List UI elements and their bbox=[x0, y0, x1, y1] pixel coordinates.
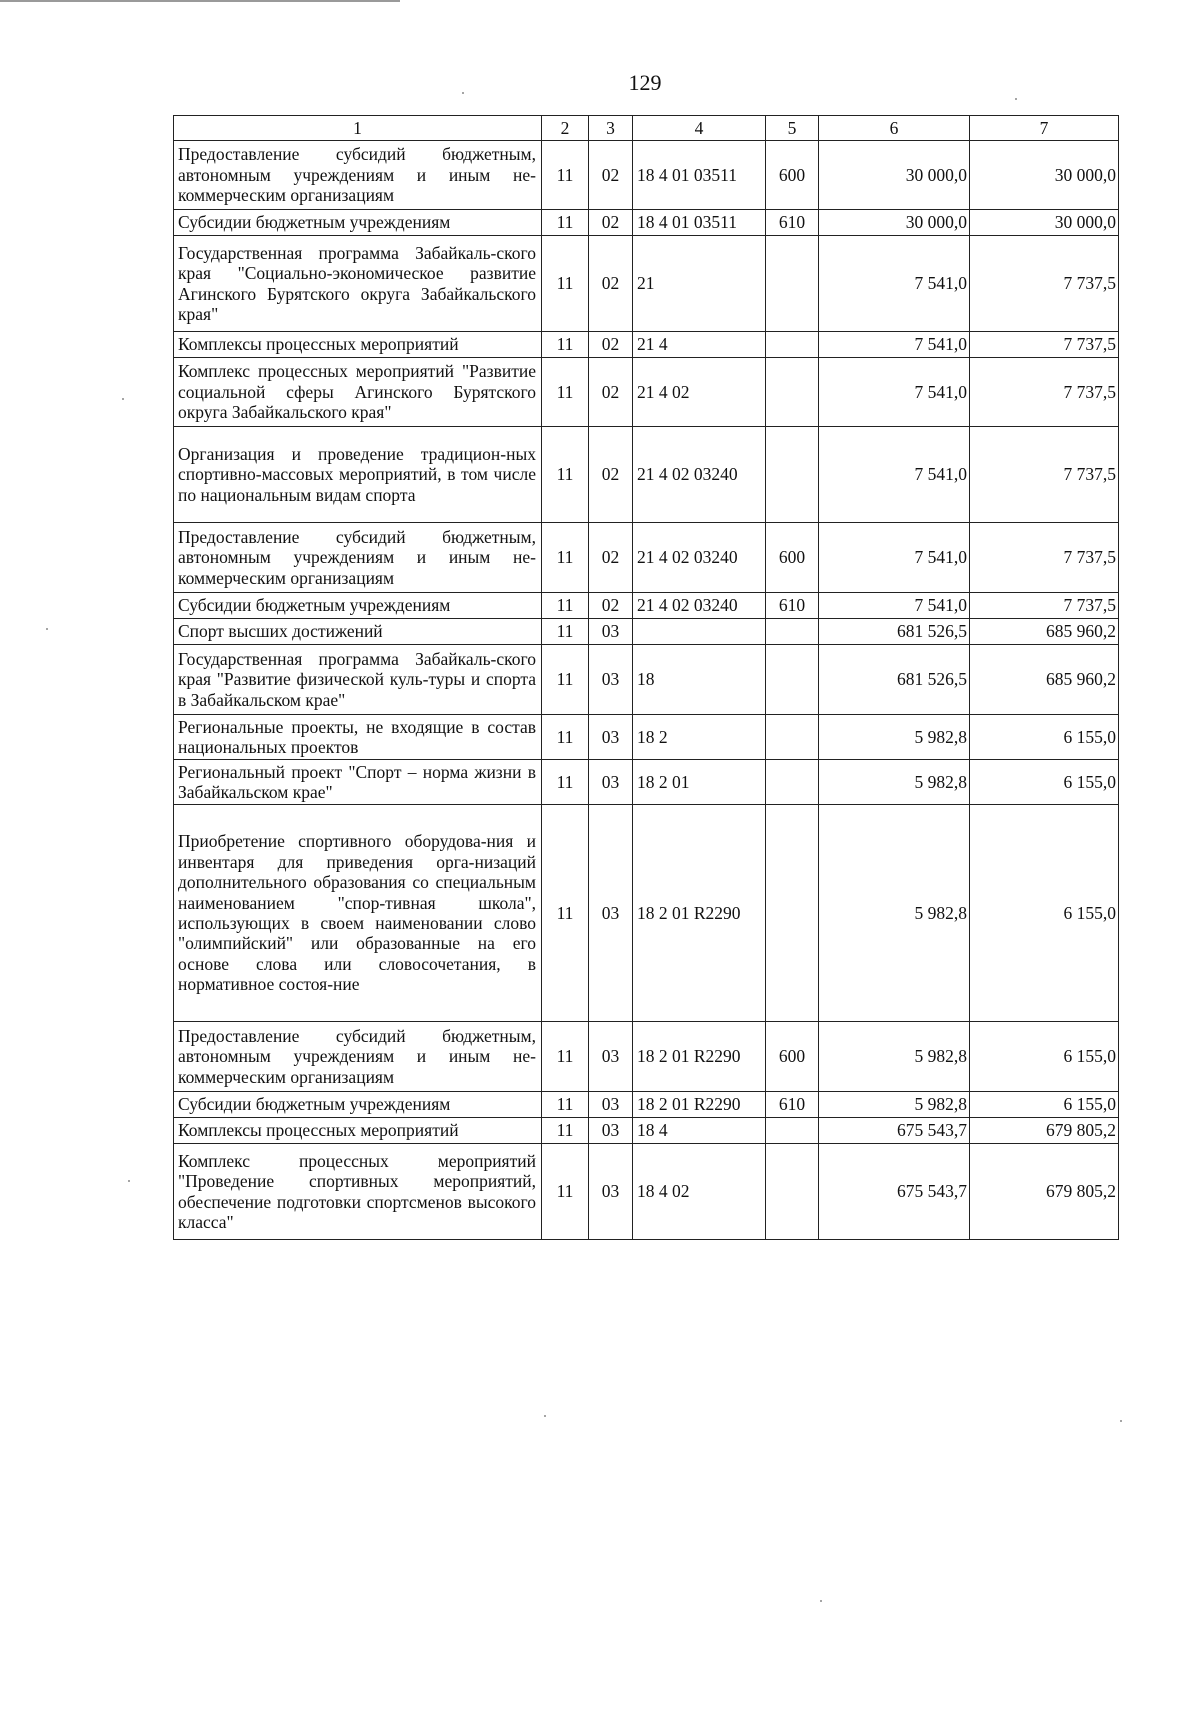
row-name-cell: Субсидии бюджетным учреждениям bbox=[174, 210, 542, 236]
row-c7-cell: 7 737,5 bbox=[970, 236, 1119, 332]
table-row bbox=[174, 1118, 1119, 1144]
table-row bbox=[174, 805, 1119, 1022]
row-c4-cell: 21 4 02 03240 bbox=[633, 523, 766, 593]
row-c4-cell: 18 2 01 bbox=[633, 760, 766, 805]
page-number: 129 bbox=[628, 70, 662, 95]
row-c3-cell: 02 bbox=[589, 593, 633, 619]
table-row bbox=[174, 1092, 1119, 1118]
row-c7-cell: 6 155,0 bbox=[970, 1022, 1119, 1092]
row-c3-cell: 03 bbox=[589, 1144, 633, 1240]
row-c7-cell: 679 805,2 bbox=[970, 1118, 1119, 1144]
row-c3-cell: 03 bbox=[589, 715, 633, 760]
row-c3-cell: 02 bbox=[589, 427, 633, 523]
row-c3-cell: 02 bbox=[589, 523, 633, 593]
row-name-cell: Субсидии бюджетным учреждениям bbox=[174, 593, 542, 619]
scan-speck bbox=[46, 628, 48, 630]
row-c7-cell: 7 737,5 bbox=[970, 332, 1119, 358]
table-row bbox=[174, 619, 1119, 645]
row-c4-cell: 18 2 bbox=[633, 715, 766, 760]
row-c2-cell: 11 bbox=[542, 332, 589, 358]
row-c3-cell: 03 bbox=[589, 1022, 633, 1092]
row-c4-cell: 18 4 01 03511 bbox=[633, 141, 766, 210]
row-name-cell: Предоставление субсидий бюджетным, автономным учреждениям и иным не-коммерческим организациям bbox=[174, 1022, 542, 1092]
row-c5-cell bbox=[766, 619, 819, 645]
header-cell-3: 3 bbox=[589, 116, 633, 141]
row-c6-cell: 30 000,0 bbox=[819, 210, 970, 236]
row-c4-cell: 18 4 02 bbox=[633, 1144, 766, 1240]
row-name-cell: Комплекс процессных мероприятий "Развитие социальной сферы Агинского Бурятского округа Забайкальского края" bbox=[174, 358, 542, 427]
row-c7-cell: 685 960,2 bbox=[970, 619, 1119, 645]
row-c6-cell: 7 541,0 bbox=[819, 523, 970, 593]
row-c5-cell bbox=[766, 1118, 819, 1144]
row-c5-cell: 600 bbox=[766, 1022, 819, 1092]
row-name-cell: Предоставление субсидий бюджетным, автономным учреждениям и иным не-коммерческим организациям bbox=[174, 523, 542, 593]
row-name-cell: Государственная программа Забайкаль-ского края "Социально-экономическое развитие Агинского Бурятского округа Забайкальского края" bbox=[174, 236, 542, 332]
row-c4-cell: 18 4 01 03511 bbox=[633, 210, 766, 236]
row-c6-cell: 7 541,0 bbox=[819, 427, 970, 523]
row-c7-cell: 30 000,0 bbox=[970, 210, 1119, 236]
row-c2-cell: 11 bbox=[542, 1118, 589, 1144]
row-c6-cell: 5 982,8 bbox=[819, 1022, 970, 1092]
table-row bbox=[174, 210, 1119, 236]
scan-speck bbox=[544, 1415, 546, 1417]
row-c3-cell: 03 bbox=[589, 1092, 633, 1118]
row-c5-cell bbox=[766, 236, 819, 332]
row-c5-cell bbox=[766, 805, 819, 1022]
row-c2-cell: 11 bbox=[542, 427, 589, 523]
row-c5-cell bbox=[766, 715, 819, 760]
header-cell-5: 5 bbox=[766, 116, 819, 141]
row-c2-cell: 11 bbox=[542, 1092, 589, 1118]
row-c5-cell: 600 bbox=[766, 523, 819, 593]
row-c3-cell: 02 bbox=[589, 141, 633, 210]
row-c2-cell: 11 bbox=[542, 805, 589, 1022]
row-c6-cell: 5 982,8 bbox=[819, 1092, 970, 1118]
table-row bbox=[174, 1022, 1119, 1092]
scan-speck bbox=[462, 92, 464, 94]
row-c4-cell: 21 bbox=[633, 236, 766, 332]
row-c3-cell: 03 bbox=[589, 1118, 633, 1144]
budget-table bbox=[173, 115, 1119, 1240]
row-c5-cell bbox=[766, 332, 819, 358]
table-row bbox=[174, 332, 1119, 358]
row-c5-cell: 610 bbox=[766, 210, 819, 236]
table-row bbox=[174, 645, 1119, 715]
row-c2-cell: 11 bbox=[542, 645, 589, 715]
row-c2-cell: 11 bbox=[542, 1144, 589, 1240]
row-c7-cell: 6 155,0 bbox=[970, 760, 1119, 805]
header-cell-2: 2 bbox=[542, 116, 589, 141]
header-cell-4: 4 bbox=[633, 116, 766, 141]
table-row bbox=[174, 236, 1119, 332]
header-cell-7: 7 bbox=[970, 116, 1119, 141]
row-c4-cell: 21 4 02 03240 bbox=[633, 593, 766, 619]
row-c4-cell: 18 bbox=[633, 645, 766, 715]
row-c6-cell: 7 541,0 bbox=[819, 593, 970, 619]
row-c7-cell: 30 000,0 bbox=[970, 141, 1119, 210]
row-c2-cell: 11 bbox=[542, 523, 589, 593]
row-c4-cell: 18 2 01 R2290 bbox=[633, 1022, 766, 1092]
row-name-cell: Региональные проекты, не входящие в состав национальных проектов bbox=[174, 715, 542, 760]
row-c6-cell: 30 000,0 bbox=[819, 141, 970, 210]
row-c5-cell bbox=[766, 358, 819, 427]
table-row bbox=[174, 715, 1119, 760]
row-c5-cell bbox=[766, 760, 819, 805]
row-c6-cell: 675 543,7 bbox=[819, 1144, 970, 1240]
row-c5-cell bbox=[766, 427, 819, 523]
row-c6-cell: 7 541,0 bbox=[819, 358, 970, 427]
row-c7-cell: 6 155,0 bbox=[970, 1092, 1119, 1118]
table-row bbox=[174, 427, 1119, 523]
header-cell-6: 6 bbox=[819, 116, 970, 141]
row-c3-cell: 03 bbox=[589, 760, 633, 805]
scan-edge-line bbox=[0, 0, 400, 2]
row-c7-cell: 679 805,2 bbox=[970, 1144, 1119, 1240]
scan-speck bbox=[1015, 98, 1017, 100]
row-c5-cell bbox=[766, 645, 819, 715]
row-name-cell: Организация и проведение традицион-ных спортивно-массовых мероприятий, в том числе по национальным видам спорта bbox=[174, 427, 542, 523]
row-c2-cell: 11 bbox=[542, 760, 589, 805]
row-name-cell: Комплекс процессных мероприятий "Проведение спортивных мероприятий, обеспечение подготовки спортсменов высокого класса" bbox=[174, 1144, 542, 1240]
scan-speck bbox=[122, 398, 124, 400]
row-c6-cell: 675 543,7 bbox=[819, 1118, 970, 1144]
row-c6-cell: 7 541,0 bbox=[819, 236, 970, 332]
row-c6-cell: 681 526,5 bbox=[819, 645, 970, 715]
row-c2-cell: 11 bbox=[542, 141, 589, 210]
row-c6-cell: 7 541,0 bbox=[819, 332, 970, 358]
row-c5-cell: 600 bbox=[766, 141, 819, 210]
row-c2-cell: 11 bbox=[542, 619, 589, 645]
table-row bbox=[174, 358, 1119, 427]
scan-speck bbox=[1120, 1420, 1122, 1422]
row-c4-cell: 18 2 01 R2290 bbox=[633, 1092, 766, 1118]
row-name-cell: Предоставление субсидий бюджетным, автономным учреждениям и иным не-коммерческим организациям bbox=[174, 141, 542, 210]
row-c4-cell bbox=[633, 619, 766, 645]
row-c3-cell: 02 bbox=[589, 358, 633, 427]
scan-speck bbox=[820, 1600, 822, 1602]
table-header-row bbox=[174, 116, 1119, 141]
row-c6-cell: 5 982,8 bbox=[819, 715, 970, 760]
row-c3-cell: 02 bbox=[589, 210, 633, 236]
row-c7-cell: 7 737,5 bbox=[970, 523, 1119, 593]
row-c2-cell: 11 bbox=[542, 358, 589, 427]
table-row bbox=[174, 523, 1119, 593]
row-c4-cell: 21 4 02 bbox=[633, 358, 766, 427]
row-c5-cell: 610 bbox=[766, 1092, 819, 1118]
row-c7-cell: 7 737,5 bbox=[970, 427, 1119, 523]
row-c3-cell: 02 bbox=[589, 332, 633, 358]
row-c5-cell: 610 bbox=[766, 593, 819, 619]
header-cell-1: 1 bbox=[174, 116, 542, 141]
row-c7-cell: 685 960,2 bbox=[970, 645, 1119, 715]
row-c3-cell: 03 bbox=[589, 645, 633, 715]
row-c5-cell bbox=[766, 1144, 819, 1240]
row-c2-cell: 11 bbox=[542, 593, 589, 619]
row-name-cell: Спорт высших достижений bbox=[174, 619, 542, 645]
table-row bbox=[174, 1144, 1119, 1240]
row-c2-cell: 11 bbox=[542, 236, 589, 332]
row-name-cell: Государственная программа Забайкаль-ского края "Развитие физической куль-туры и спорта в Забайкальском крае" bbox=[174, 645, 542, 715]
row-c4-cell: 21 4 02 03240 bbox=[633, 427, 766, 523]
row-name-cell: Комплексы процессных мероприятий bbox=[174, 1118, 542, 1144]
row-c2-cell: 11 bbox=[542, 715, 589, 760]
row-c7-cell: 6 155,0 bbox=[970, 805, 1119, 1022]
row-c4-cell: 21 4 bbox=[633, 332, 766, 358]
row-c4-cell: 18 4 bbox=[633, 1118, 766, 1144]
row-name-cell: Приобретение спортивного оборудова-ния и инвентаря для приведения орга-низаций дополнительного образования со специальным наименованием "спор-тивная школа", использующих в своем наименовании слово "олимпийский" или образованные на его основе слова или словосочетания, в нормативное состоя-ние bbox=[174, 805, 542, 1022]
row-c6-cell: 5 982,8 bbox=[819, 805, 970, 1022]
row-name-cell: Субсидии бюджетным учреждениям bbox=[174, 1092, 542, 1118]
row-c7-cell: 6 155,0 bbox=[970, 715, 1119, 760]
row-c4-cell: 18 2 01 R2290 bbox=[633, 805, 766, 1022]
row-c2-cell: 11 bbox=[542, 1022, 589, 1092]
row-c6-cell: 5 982,8 bbox=[819, 760, 970, 805]
row-c2-cell: 11 bbox=[542, 210, 589, 236]
row-c3-cell: 03 bbox=[589, 619, 633, 645]
row-c3-cell: 02 bbox=[589, 236, 633, 332]
table-row bbox=[174, 141, 1119, 210]
row-c7-cell: 7 737,5 bbox=[970, 593, 1119, 619]
row-c7-cell: 7 737,5 bbox=[970, 358, 1119, 427]
scan-speck bbox=[128, 1180, 130, 1182]
table-row bbox=[174, 593, 1119, 619]
row-name-cell: Комплексы процессных мероприятий bbox=[174, 332, 542, 358]
row-name-cell: Региональный проект "Спорт – норма жизни в Забайкальском крае" bbox=[174, 760, 542, 805]
row-c3-cell: 03 bbox=[589, 805, 633, 1022]
table-row bbox=[174, 760, 1119, 805]
row-c6-cell: 681 526,5 bbox=[819, 619, 970, 645]
